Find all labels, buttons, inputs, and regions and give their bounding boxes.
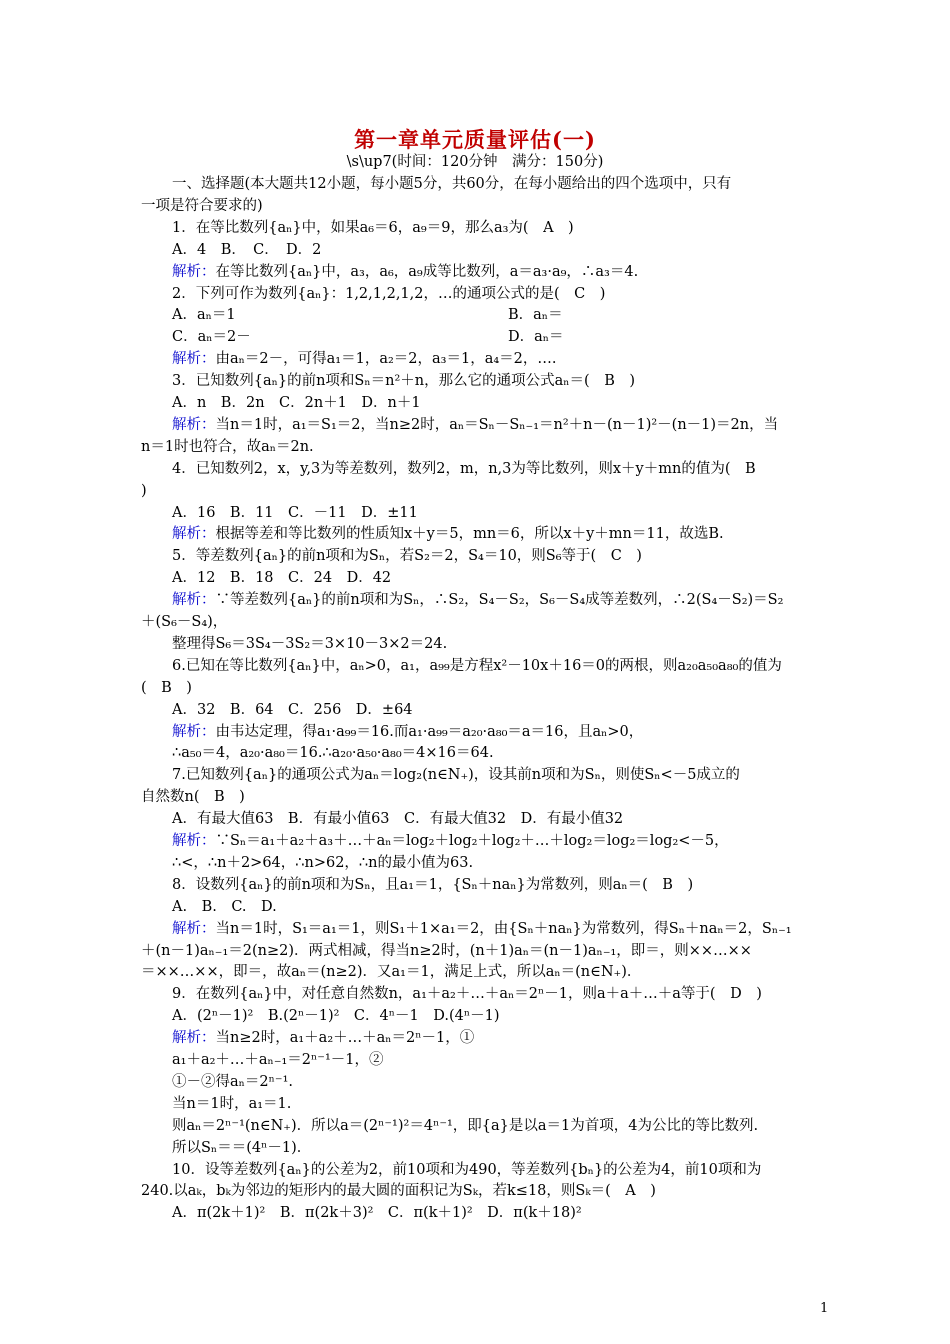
text-line [172,305,563,325]
line-text: ) [141,483,147,499]
line-text: A．有最大值63 B．有最小值63 C．有最大值32 D．有最小值32 [172,811,624,827]
line-text: 9．在数列{aₙ}中，对任意自然数n，a₁＋a₂＋…＋aₙ＝2ⁿ－1，则a＋a＋…＋a等于( D ) [172,986,762,1002]
text-line [172,327,564,347]
text-line [172,546,642,566]
text-line [141,612,227,632]
line-text: 则aₙ＝2ⁿ⁻¹(n∈N₊)．所以a＝(2ⁿ⁻¹)²＝4ⁿ⁻¹，即{a}是以a＝1为首项，4为公比的等比数列. [172,1118,759,1134]
line-text: n＝1时也符合，故aₙ＝2n. [141,439,314,455]
line-text: A．n B．2n C．2n＋1 D．n＋1 [172,395,421,411]
text-line [172,459,756,479]
analysis-line [172,590,783,610]
analysis-label: 解析： [172,417,216,433]
line-text: 10．设等差数列{aₙ}的公差为2，前10项和为490，等差数列{bₙ}的公差为4，前10项和为 [172,1162,762,1178]
text-line [141,196,263,216]
text-line [172,174,731,194]
text-line [172,1072,293,1092]
line-text: C．aₙ＝2－ [172,329,251,345]
line-text: A．32 B．64 C．256 D．±64 [172,702,413,718]
analysis-label: 解析： [172,351,216,367]
option-right-column: D．aₙ＝ [508,329,564,345]
line-text: 所以Sₙ＝＝(4ⁿ－1)． [172,1140,312,1156]
text-line [172,634,447,654]
text-line [172,1050,384,1070]
analysis-line [172,919,792,939]
line-text: A．(2ⁿ－1)² B.(2ⁿ－1)² C．4ⁿ－1 D.(4ⁿ－1) [172,1008,500,1024]
text-line [172,984,762,1004]
line-text: 6.已知在等比数列{aₙ}中，aₙ>0，a₁，a₉₉是方程x²－10x＋16＝0的两根，则a₂₀a₅₀a₈₀的值为 [172,658,782,674]
line-text: ∵等差数列{aₙ}的前n项和为Sₙ，∴S₂，S₄－S₂，S₆－S₄成等差数列，∴2(S₄－S₂)＝S₂ [215,592,784,608]
text-line [172,1094,291,1114]
text-line [172,393,421,413]
analysis-label: 解析： [172,592,216,608]
line-text: 1．在等比数列{aₙ}中，如果a₆＝6，a₉＝9，那么a₃为( A ) [172,220,574,236]
analysis-line [172,415,778,435]
text-line [172,897,277,917]
text-line [172,853,473,873]
line-text: 整理得S₆＝3S₄－3S₂＝3×10－3×2＝24. [172,636,448,652]
line-text: a₁＋a₂＋…＋aₙ₋₁＝2ⁿ⁻¹－1，② [172,1052,384,1068]
line-text: ∴a₅₀＝4，a₂₀·a₈₀＝16.∴a₂₀·a₅₀·a₈₀＝4×16＝64. [172,745,494,761]
text-line [172,765,740,785]
text-line [172,1116,758,1136]
line-text: ＋(n－1)aₙ₋₁＝2(n≥2)．两式相减，得当n≥2时，(n＋1)aₙ＝(n－1)aₙ₋₁，即＝，则××…×× [141,943,752,959]
line-text: 由韦达定理，得a₁·a₉₉＝16.而a₁·a₉₉＝a₂₀·a₈₀＝a＝16，且aₙ>0， [215,724,644,740]
line-text: A．16 B．11 C．－11 D．±11 [172,505,418,521]
line-text: A．aₙ＝1 [172,307,236,323]
text-line [141,1181,656,1201]
analysis-label: 解析： [172,921,216,937]
page-title: 第一章单元质量评估(一) [354,127,596,152]
line-text: 3．已知数列{aₙ}的前n项和Sₙ＝n²＋n，那么它的通项公式aₙ＝( B ) [172,373,636,389]
line-text: 7.已知数列{aₙ}的通项公式为aₙ＝log₂(n∈N₊)，设其前n项和为Sₙ，则使Sₙ<－5成立的 [172,767,740,783]
analysis-line [172,349,556,369]
line-text: ①－②得aₙ＝2ⁿ⁻¹. [172,1074,293,1090]
line-text: 5．等差数列{aₙ}的前n项和为Sₙ，若S₂＝2，S₄＝10，则S₆等于( C ) [172,548,642,564]
text-line [172,656,782,676]
line-text: A．12 B．18 C．24 D．42 [172,570,392,586]
line-text: 4．已知数列2，x，y,3为等差数列，数列2，m，n,3为等比数列，则x＋y＋mn的值为( B [172,461,756,477]
subtitle: \s\up7(时间：120分钟 满分：150分) [346,154,604,170]
line-text: A．π(2k＋1)² B．π(2k＋3)² C．π(k＋1)² D．π(k＋18)² [172,1205,582,1221]
analysis-label: 解析： [172,526,216,542]
line-text: ( B ) [141,680,192,696]
line-text: 一项是符合要求的) [141,198,263,214]
line-text: 当n≥2时，a₁＋a₂＋…＋aₙ＝2ⁿ－1，① [215,1030,475,1046]
text-line [172,284,605,304]
text-line [172,503,418,523]
analysis-label: 解析： [172,1030,216,1046]
line-text: ∵Sₙ＝a₁＋a₂＋a₃＋…＋aₙ＝log₂＋log₂＋log₂＋…＋log₂＝log₂＝log₂<－5， [215,833,729,849]
text-line [172,875,693,895]
line-text: 8．设数列{aₙ}的前n项和为Sₙ，且a₁＝1，{Sₙ＋naₙ}为常数列，则aₙ＝( B ) [172,877,694,893]
analysis-line [172,1028,474,1048]
page-number: 1 [820,1301,829,1316]
line-text: 根据等差和等比数列的性质知x＋y＝5，mn＝6，所以x＋y＋mn＝11，故选B. [215,526,724,542]
text-line [141,787,245,807]
analysis-line [172,722,643,742]
analysis-line [172,524,724,544]
text-line [141,437,314,457]
text-line [172,1160,761,1180]
line-text: 当n＝1时，S₁＝a₁＝1，则S₁＋1×a₁＝2，由{Sₙ＋naₙ}为常数列，得Sₙ＋naₙ＝2，Sₙ₋₁ [215,921,792,937]
text-line [172,218,574,238]
line-text: 自然数n( B ) [141,789,245,805]
line-text: 当n＝1时，a₁＝S₁＝2，当n≥2时，aₙ＝Sₙ－Sₙ₋₁＝n²＋n－(n－1)²－(n－1)＝2n，当 [215,417,779,433]
line-text: ＋(S₆－S₄)， [141,614,228,630]
line-text: 240.以aₖ，bₖ为邻边的矩形内的最大圆的面积记为Sₖ，若k≤18，则Sₖ＝( A ) [141,1183,656,1199]
text-line [172,568,391,588]
line-text: ＝××…××，即＝，故aₙ＝(n≥2)．又a₁＝1，满足上式，所以aₙ＝(n∈N₊)． [141,964,642,980]
text-line [141,481,147,501]
text-line [172,1006,500,1026]
text-line [141,678,192,698]
analysis-label: 解析： [172,833,216,849]
option-right-column: B．aₙ＝ [508,307,563,323]
text-line [172,1138,311,1158]
text-line [172,743,494,763]
line-text: 一、选择题(本大题共12小题，每小题5分，共60分，在每小题给出的四个选项中，只有 [172,176,732,192]
text-line [172,809,623,829]
text-line [172,240,321,260]
text-line [141,962,641,982]
line-text: ∴<，∴n＋2>64，∴n>62，∴n的最小值为63. [172,855,474,871]
analysis-line [172,262,638,282]
text-line [172,1203,582,1223]
analysis-label: 解析： [172,724,216,740]
line-text: 2．下列可作为数列{aₙ}：1,2,1,2,1,2，…的通项公式的是( C ) [172,286,606,302]
line-text: 由aₙ＝2－，可得a₁＝1，a₂＝2，a₃＝1，a₄＝2，…. [215,351,557,367]
line-text: 在等比数列{aₙ}中，a₃，a₆，a₉成等比数列，a＝a₃·a₉，∴a₃＝4. [215,264,639,280]
text-line [172,700,413,720]
text-line [141,941,752,961]
line-text: A. B. C. D. [172,899,277,915]
line-text: 当n＝1时，a₁＝1. [172,1096,292,1112]
analysis-line [172,831,729,851]
analysis-label: 解析： [172,264,216,280]
line-text: A．4 B． C． D．2 [172,242,322,258]
text-line [172,371,635,391]
